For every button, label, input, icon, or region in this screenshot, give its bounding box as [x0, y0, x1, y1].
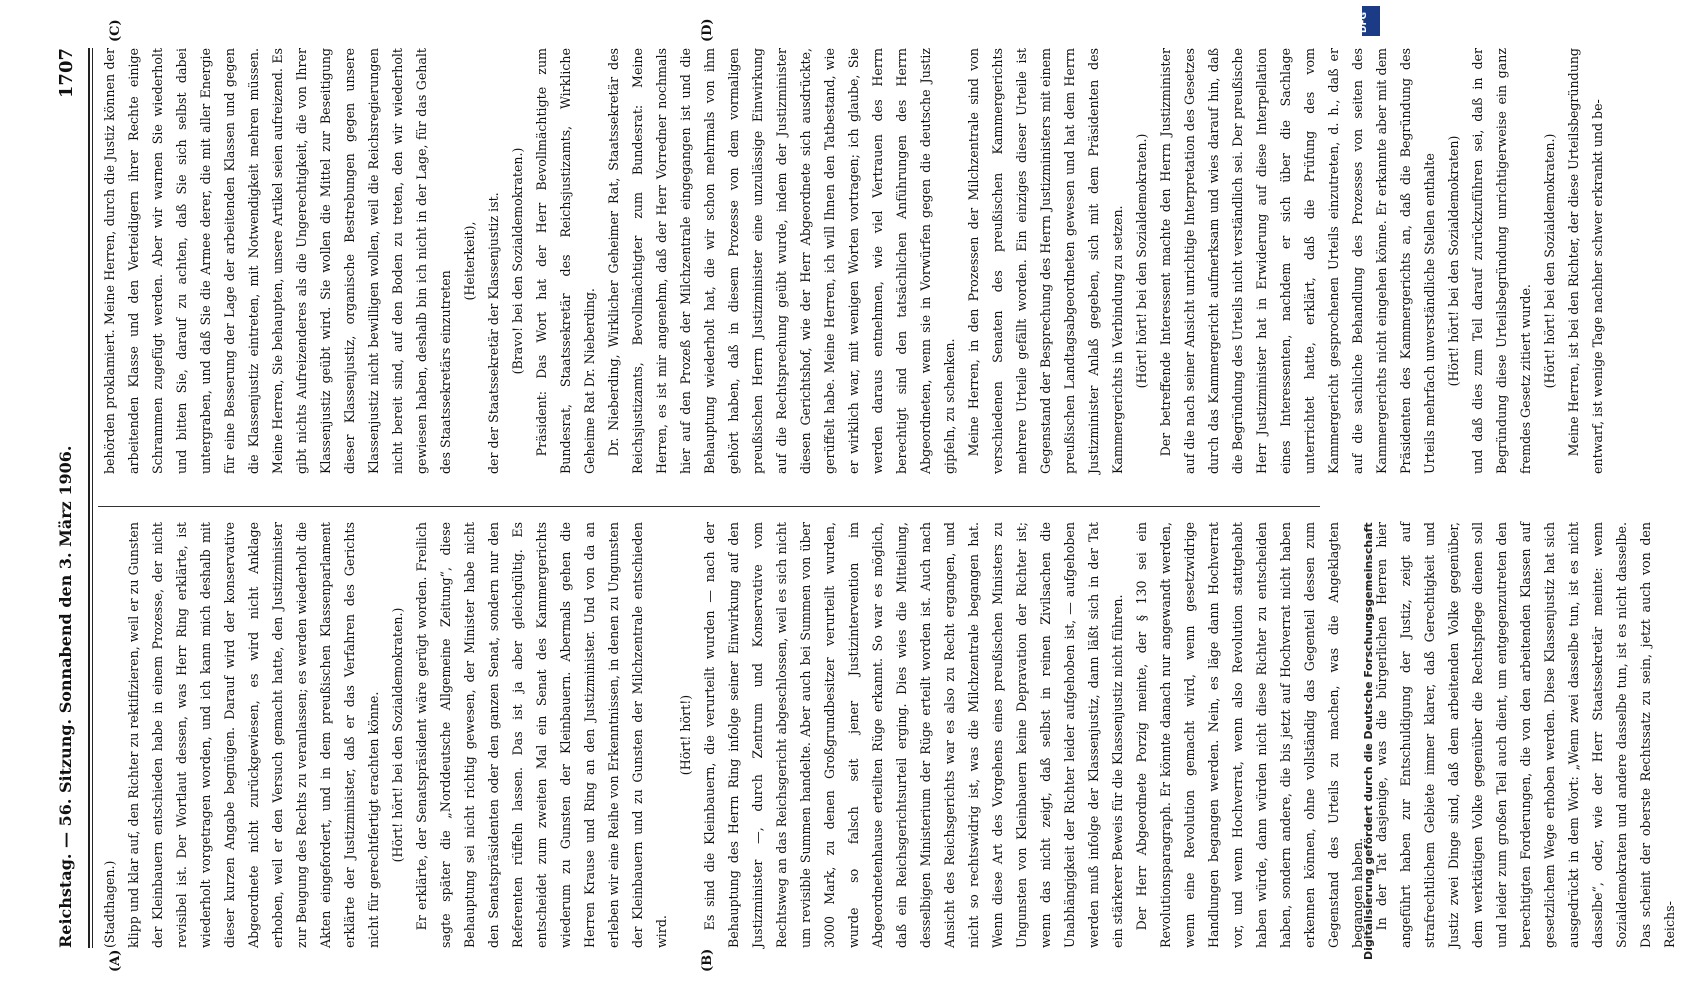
right-column-paragraph: behörden proklamiert. Meine Herren, durch die Justiz können der arbeitenden Klasse und den Verteidigern ihrer Rechte einige Schrammen zugefügt werden. Aber wir warnen Sie wiederholt und bitten Sie, darauf zu achten, daß Sie sich selbst dabei untergraben, und daß Sie die Armee derer, die mit aller Energie für eine Besserung der Lage der arbeitenden Klassen und gegen die Klassenjustiz eintreten, mit Notwendigkeit mehren müssen. Meine Herren, Sie behaupten, unsere Artikel seien aufreizend. Es gibt nichts Aufreizenderes als die Ungerechtigkeit, die von Ihrer Klassenjustiz geübt wird. Sie wollen die Mittel zur Beseitigung dieser Klassenjustiz, organische Bestrebungen gegen unsere Klassenjustiz nicht bewilligen wollen, weil die Reichsregierungen nicht bereit sind, auf den Boden zu treten, den wir wiederholt gewiesen haben, deshalb bin ich nicht in der Lage, für das Gehalt des Staatssekretärs einzutreten — [102, 48, 453, 474]
left-column-paragraph: (Stadthagen.) — [102, 860, 117, 948]
right-column-paragraph: und daß dies zum Teil darauf zurückzuführen sei, daß in der Begründung diese Urteilsbegründung unrichtigerweise ein ganz fremdes Gesetz zitiert wurde. — [1470, 48, 1533, 474]
left-column-paragraph: Es sind die Kleinbauern, die verurteilt wurden — nach der Behauptung des Herrn Ring infolge seiner Einwirkung auf den Justizminister —, durch Zentrum und Konservative vom Rechtsweg an das Reichsgericht abgeschlossen, weil es sich nicht um revisible Summen handelte. Aber auch bei Summen von über 3000 Mark, zu denen Großgrundbesitzer verurteilt wurden, wurde so falsch seit jener Justizintervention im Abgeordnetenhause erteilten Rüge erkannt. So war es möglich, daß ein Reichsgerichtsurteil erging. Dies wies die Mitteilung, desselbigen Ministerium der Rüge erteilt worden ist. Auch nach Ansicht des Reichsgerichts war es also zu Recht ergangen, und nicht so rechtswidrig ist, was die Milchzentrale begangen hat. Wenn diese Art des Vorgehens eines preußischen Ministers zu Ungunsten von Kleinbauern keine Depravation der Richter ist; wenn das nicht zeigt, daß selbst in reinen Zivilsachen die Unabhängigkeit der Richter leider aufgehoben ist, — aufgehoben werden muß infolge der Klassenjustiz, dann läßt sich in der Tat ein stärkerer Beweis für die Klassenjustiz nicht führen. — [702, 522, 1125, 948]
left-column-paragraph: In der Tat dasjenige, was die bürgerlichen Herren hier angeführt haben zur Entschuldigung der Justiz, zeigt auf strafrechtlichem Gebiete immer klarer, daß Gerechtigkeit und Justiz zwei Dinge sind, daß dem arbeitenden Volke gegenüber, dem werktätigen Volke gegenüber die Rechtspflege dienen soll und leider zum großen Teil auch dient, um entgegenzutreten den berechtigten Forderungen, die von den arbeitenden Klassen auf gesetzlichem Wege erhoben werden. Diese Klassenjustiz hat sich ausgedrückt in dem Wort: „Wenn zwei dasselbe tun, ist es nicht dasselbe“, oder, wie der Herr Staatssekretär meinte: wenn Sozialdemokraten und andere dasselbe tun, ist es nicht dasselbe. Das scheint der oberste Rechtssatz zu sein, jetzt auch von den Reichs- — [1374, 522, 1677, 948]
left-column-paragraph: Der Herr Abgeordnete Porzig meinte, der § 130 sei ein Revolutionsparagraph. Er könnte danach nur angewandt werden, wenn eine Revolution gemacht wird, wenn gesetzwidrige Handlungen begangen werden. Nein, es läge dann Hochverrat vor, und wenn Hochverrat, wenn also Revolution stattgehabt haben würde, dann würden nicht diese Richter zu entscheiden haben, sondern andere, die bis jetzt auf Hochverrat nicht haben erkennen können, ohne vollständig das Gegenteil dessen zum Gegenstand des Urteils zu machen, was die Angeklagten begangen haben. — [1134, 522, 1365, 948]
right-column-paragraph: Der betreffende Interessent machte den Herrn Justizminister auf die nach seiner Ansicht unrichtige Interpretation des Gesetzes durch das Kammergericht aufmerksam und wies darauf hin, daß die Begründung des Urteils nicht verständlich sei. Der preußische Herr Justizminister hat in Erwiderung auf diese Interpellation eines Interessenten, nachdem er sich über die Sachlage unterrichtet hatte, erklärt, daß die Prüfung des vom Kammergericht gesprochenen Urteils einzutreten, d. h., daß er auf die sachliche Behandlung des Prozesses von seiten des Kammergerichts nicht eingehen könne. Er erkannte aber mit dem Präsidenten des Kammergerichts an, daß die Begründung des Urteils mehrfach unverständliche Stellen enthalte — [1158, 48, 1437, 474]
digitization-note-text: Digitalisierung gefördert durch die Deutsche Forschungsgemeinschaft — [1362, 522, 1375, 960]
dfg-logo: DFG — [1362, 6, 1380, 36]
right-column-paragraph: Dr. Nieberding, Wirklicher Geheimer Rat, Staatssekretär des Reichsjustizamts, Bevollmächtigter zum Bundesrat: Meine Herren, es ist mir angenehm, daß der Herr Vorredner nochmals hier auf den Prozeß der Milchzentrale eingegangen ist und die Behauptung wiederholt hat, die wir schon mehrmals von ihm gehört haben, daß in diesem Prozesse von dem vormaligen preußischen Herrn Justizminister eine unzulässige Einwirkung auf die Rechtsprechung geübt wurde, indem der Justizminister diesen Gerichtshof, wie der Herr Abgeordnete sich ausdrückte, gerüffelt habe. Meine Herren, ich will Ihnen den Tatbestand, wie er wirklich war, mit wenigen Worten vortragen; ich glaube, Sie werden daraus entnehmen, wie viel Vertrauen des Herrn berechtigt sind den tatsächlichen Anführungen des Herrn Abgeordneten, wenn sie in Vorwürfen gegen die deutsche Justiz gipfeln, zu schenken. — [606, 48, 957, 474]
left-column-paragraph: Er erklärte, der Senatspräsident wäre gerügt worden. Freilich sagte später die „Norddeutsche Allgemeine Zeitung“, diese Behauptung sei nicht richtig gewesen, der Minister habe nicht den Senatspräsidenten oder den ganzen Senat, sondern nur den Referenten rüffeln lassen. Das ist ja aber gleichgültig. Es entscheidet zum zweiten Mal ein Senat des Kammergerichts wiederum zu Gunsten der Kleinbauern. Abermals gehen die Herren Krause und Ring an den Justizminister. Und von da an erleben wir eine Reihe von Erkenntnissen, in denen zu Ungunsten der Kleinbauern und zu Gunsten der Milchzentrale entschieden wird. — [414, 522, 669, 948]
right-column-paragraph: (Hört! hört! bei den Sozialdemokraten.) — [1134, 133, 1149, 389]
right-column-paragraph: (Hört! hört! bei den Sozialdemokraten) — [1446, 135, 1461, 387]
margin-marker-d: (D) — [700, 18, 715, 42]
right-column-paragraph: Präsident: Das Wort hat der Herr Bevollmächtigte zum Bundesrat, Staatssekretär des Reichsjustizamts, Wirkliche Geheime Rat Dr. Nieberding. — [534, 48, 597, 474]
margin-marker-a: (A) — [108, 949, 123, 972]
left-column-paragraph: (Hört! hört!) — [678, 694, 693, 776]
right-column-paragraph: (Heiterkeit), — [462, 221, 477, 301]
right-column-paragraph: Meine Herren, in den Prozessen der Milchzentrale sind von verschiedenen Senaten des preußischen Kammergerichts mehrere Urteile gefällt worden. Ein einziges dieser Urteile ist Gegenstand der Besprechung des Herrn Justizministers mit einem preußischen Landtagsabgeordneten gewesen und hat dem Herrn Justizminister Anlaß gegeben, sich mit dem Präsidenten des Kammergerichts in Verbindung zu setzen. — [966, 48, 1125, 474]
left-column-paragraph: klipp und klar auf, den Richter zu rektifizieren, weil er zu Gunsten der Kleinbauern entschieden habe in einem Prozesse, der nicht revisibel ist. Der Wortlaut dessen, was Herr Ring erklärte, ist wiederholt vorgetragen worden, und ich kann mich deshalb mit dieser kurzen Angabe begnügen. Darauf wird der konservative Abgeordnete nicht zurückgewiesen, es wird nicht Anklage erhoben, weil er den Versuch gemacht hatte, den Justizminister zur Beugung des Rechts zu veranlassen; es werden wiederholt die Akten eingefordert, und in dem preußischen Klassenparlament erklärte der Justizminister, daß er das Verfahren des Gerichts nicht für gerechtfertigt erachten könne. — [126, 522, 381, 948]
right-column — [98, 48, 1605, 474]
column-divider — [98, 506, 1320, 507]
header-title: Reichstag. — 56. Sitzung. Sonnabend den 3. März 1906. — [56, 445, 75, 948]
right-column-paragraph: Meine Herren, ist bei den Richter, der diese Urteilsbegründung entwarf, ist wenige Tage nachher schwer erkrankt und be- — [1566, 48, 1605, 474]
margin-marker-b: (B) — [700, 948, 715, 972]
page-header — [50, 48, 84, 948]
digitization-note — [1356, 40, 1382, 960]
header-rule-thin — [92, 48, 93, 948]
right-column-paragraph: der der Staatssekretär der Klassenjustiz ist. — [486, 192, 501, 474]
page-number: 1707 — [56, 48, 77, 99]
right-column-paragraph: (Bravo! bei den Sozialdemokraten.) — [510, 147, 525, 375]
margin-marker-c: (C) — [108, 19, 123, 42]
left-column-paragraph: (Hört! hört! bei den Sozialdemokraten.) — [390, 607, 405, 863]
right-column-paragraph: (Hört! hört! bei den Sozialdemokraten.) — [1542, 133, 1557, 389]
header-rule — [88, 48, 90, 948]
